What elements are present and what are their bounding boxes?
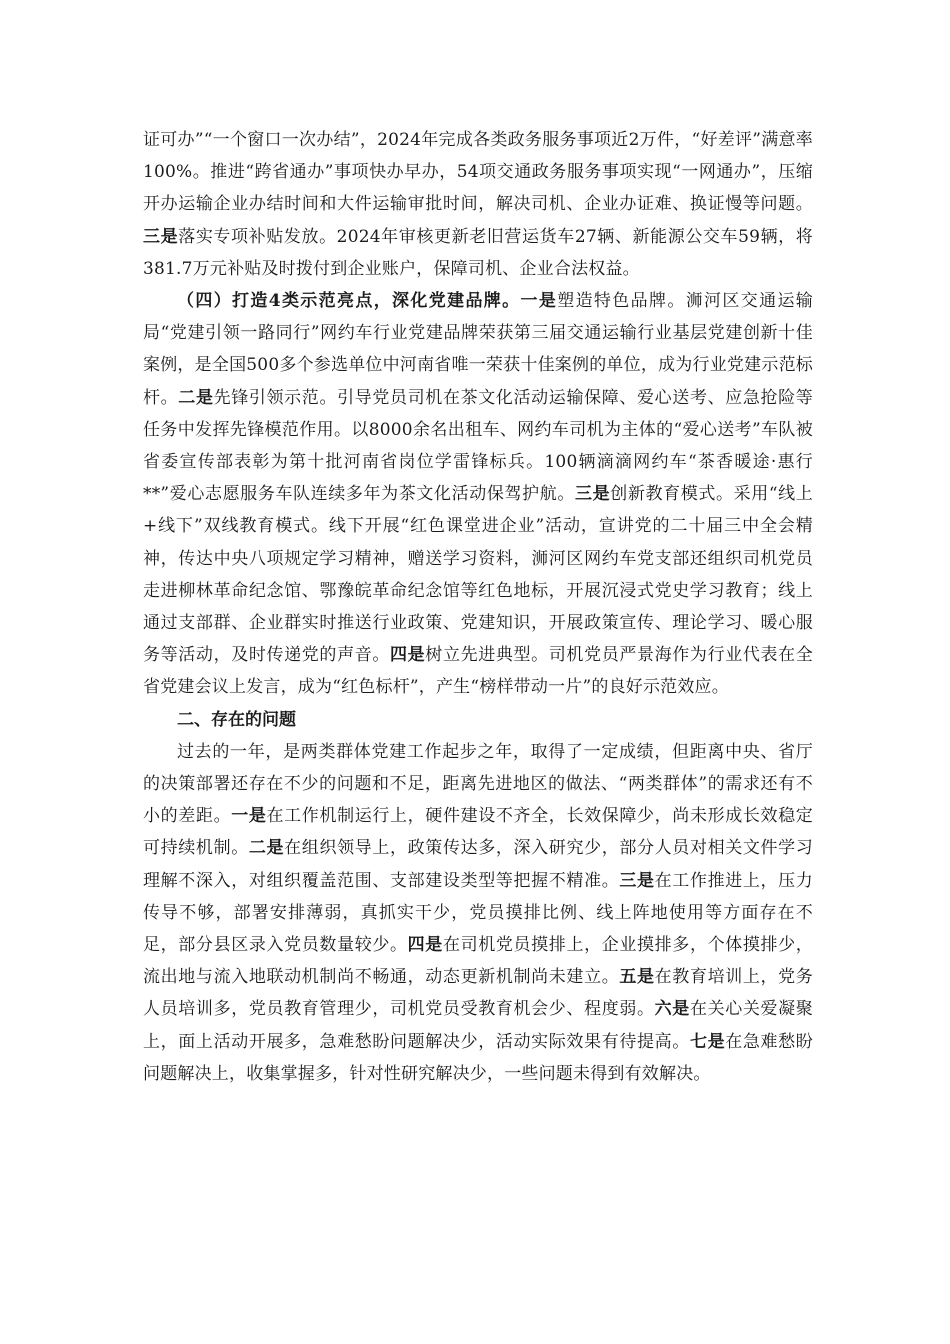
bold-lead-in: 四是 bbox=[390, 645, 426, 666]
bold-lead-in: 二是 bbox=[178, 387, 214, 408]
bold-lead-in: 三是 bbox=[143, 226, 179, 247]
text-run: 在工作机制运行上，硬件建设不齐全，长效保障少，尚未形成长效稳定可持续机制。 bbox=[143, 806, 814, 859]
bold-lead-in: 三是 bbox=[575, 484, 611, 505]
bold-lead-in: 四是 bbox=[407, 935, 443, 956]
text-run: 在关心关爱凝聚上，面上活动开展多，急难愁盼问题解决少，活动实际效果有待提高。 bbox=[143, 999, 813, 1052]
text-run: 过去的一年，是两类群体党建工作起步之年，取得了一定成绩，但距离中央、省厅的决策部署还存在不少的问题和不足，距离先进地区的做法、“两类群体”的需求还有不小的差距。 bbox=[143, 741, 813, 827]
text-run: 创新教育模式。采用“线上+线下”双线教育模式。线下开展“红色课堂进企业”活动，宣讲党的二十届三中全会精神，传达中央八项规定学习精神，赠送学习资料，浉河区网约车党支部还组织司机党员走进柳林革命纪念馆、鄂豫皖革命纪念馆等红色地标，开展沉浸式党史学习教育；线上通过支部群、企业群实时推送行业政策、党建知识，开展政策宣传、理论学习、暖心服务等活动，及时传递党的声音。 bbox=[143, 484, 813, 666]
text-run: 证可办”“一个窗口一次办结”，2024年完成各类政务服务事项近2万件，“好差评”满意率100%。推进“跨省通办”事项快办早办，54项交通政务服务事项实现“一网通办”，压缩开办运输企业办结时间和大件运输审批时间，解决司机、企业办证难、换证慢等问题。 bbox=[143, 130, 813, 215]
bold-lead-in: 三是 bbox=[619, 870, 655, 891]
heading-text: 二、存在的问题 bbox=[177, 709, 296, 730]
bold-lead-in: 二是 bbox=[248, 838, 285, 859]
bold-lead-in: 六是 bbox=[654, 999, 690, 1020]
text-run: 在司机党员摸排上，企业摸排多，个体摸排少，流出地与流入地联动机制尚不畅通，动态更新机制尚未建立。 bbox=[143, 935, 814, 988]
text-run: 在急难愁盼问题解决上，收集掌握多，针对性研究解决少，一些问题未得到有效解决。 bbox=[143, 1031, 814, 1084]
paragraph-problems bbox=[143, 736, 813, 1090]
text-run: 先锋引领示范。引导党员司机在茶文化活动运输保障、爱心送考、应急抢险等任务中发挥先锋模范作用。以8000余名出租车、网约车司机为主体的“爱心送考”车队被省委宣传部表彰为第十批河南省岗位学雷锋标兵。100辆滴滴网约车“茶香暖途·惠行**”爱心志愿服务车队连续多年为茶文化活动保驾护航。 bbox=[143, 387, 813, 505]
text-run: 在组织领导上，政策传达多，深入研究少，部分人员对相关文件学习理解不深入，对组织覆盖范围、支部建设类型等把握不精准。 bbox=[143, 838, 814, 891]
text-run: 在教育培训上，党务人员培训多，党员教育管理少，司机党员受教育机会少、程度弱。 bbox=[143, 967, 813, 1020]
text-run: 在工作推进上，压力传导不够，部署安排薄弱，真抓实干少，党员摸排比例、线上阵地使用等方面存在不足，部分县区录入党员数量较少。 bbox=[143, 870, 813, 956]
paragraph-services bbox=[143, 124, 813, 285]
text-run: 塑造特色品牌。浉河区交通运输局“党建引领一路同行”网约车行业党建品牌荣获第三届交通运输行业基层党建创新十佳案例，是全国500多个参选单位中河南省唯一荣获十佳案例的单位，成为行业党建示范标杆。 bbox=[143, 291, 813, 408]
bold-lead-in: 五是 bbox=[619, 967, 655, 988]
text-run: 树立先进典型。司机党员严景海作为行业代表在全省党建会议上发言，成为“红色标杆”，产生“榜样带动一片”的良好示范效应。 bbox=[143, 645, 813, 698]
paragraph-party-brand bbox=[143, 285, 813, 704]
text-run: 落实专项补贴发放。2024年审核更新老旧营运货车27辆、新能源公交车59辆，将381.7万元补贴及时拨付到企业账户，保障司机、企业合法权益。 bbox=[143, 226, 813, 279]
bold-lead-in: 一是 bbox=[231, 806, 267, 827]
section-heading-problems bbox=[143, 704, 813, 736]
section-subheading: （四）打造4类示范亮点，深化党建品牌。一是 bbox=[177, 291, 558, 312]
bold-lead-in: 七是 bbox=[689, 1031, 726, 1052]
document-body bbox=[143, 124, 813, 1090]
